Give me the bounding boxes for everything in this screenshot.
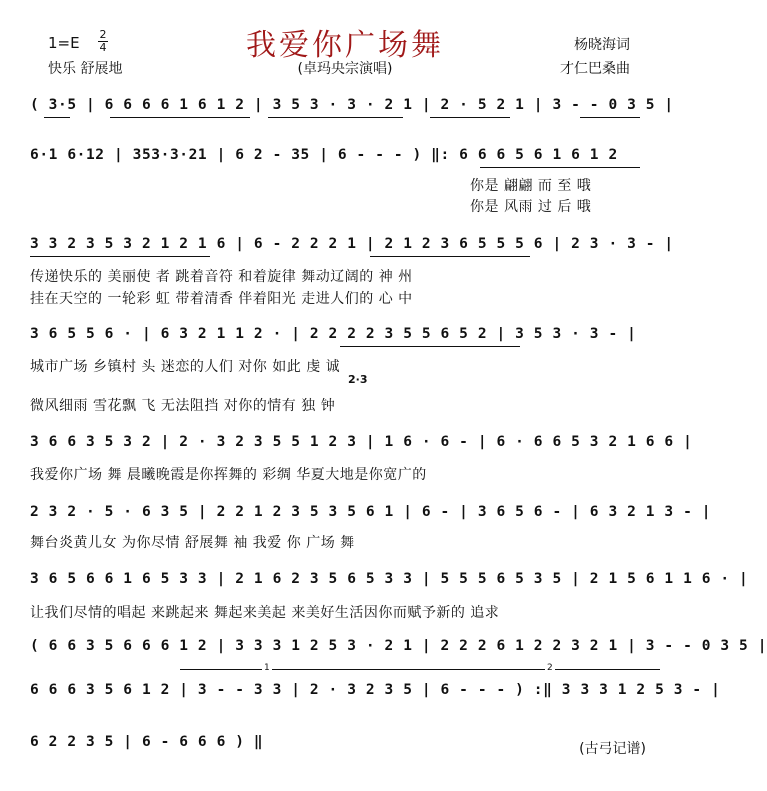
- beam-line: [110, 117, 250, 118]
- beam-line: [30, 256, 210, 257]
- score-row-4: 3 6 5 5 6 · | 6 3 2 1 1 2 · | 2 2 2 2 3 5 5 6 5 2 | 3 5 3 · 3 - |: [30, 326, 637, 342]
- lyric-line-6: 舞台炎黄儿女 为你尽情 舒展舞 袖 我爱 你 广场 舞: [30, 535, 355, 551]
- score-row-3: 3 3 2 3 5 3 2 1 2 1 6 | 6 - 2 2 2 1 | 2 1 2 3 6 5 5 5 6 | 2 3 · 3 - |: [30, 236, 674, 252]
- variant-notes: 2·3: [348, 373, 368, 386]
- key-signature: 1=E: [48, 34, 80, 52]
- volta-1-label: 1: [264, 663, 270, 673]
- volta-1-bracket: [180, 669, 520, 670]
- beam-line: [480, 167, 640, 168]
- time-signature: [98, 30, 108, 53]
- composer-credit: 才仁巴桑曲: [560, 61, 630, 77]
- score-row-10: 6 2 2 3 5 | 6 - 6 6 6 ) ‖: [30, 734, 264, 750]
- song-title: 我爱你广场舞: [246, 28, 444, 63]
- lyric-verse1-line2: 传递快乐的 美丽使 者 跳着音符 和着旋律 舞动辽阔的 神 州: [30, 269, 413, 285]
- beam-line: [268, 117, 403, 118]
- meter-top: 2: [99, 28, 107, 41]
- score-row-8: ( 6 6 3 5 6 6 6 1 2 | 3 3 3 1 2 5 3 · 2 1 | 2 2 2 6 1 2 2 3 2 1 | 3 - - 0 3 5 |: [30, 638, 767, 654]
- lyricist-credit: 杨晓海词: [574, 37, 630, 53]
- volta-2-bracket: [520, 669, 660, 670]
- tempo-marking: 快乐 舒展地: [48, 61, 123, 77]
- lyric-verse2-line1: 你是 风雨 过 后 哦: [470, 199, 592, 215]
- singer-credit: (卓玛央宗演唱): [297, 61, 393, 77]
- lyric-line-7: 让我们尽情的唱起 来跳起来 舞起来美起 来美好生活因你而赋予新的 追求: [30, 605, 500, 621]
- volta-2-label: 2: [547, 663, 553, 673]
- score-row-1: ( 3·5 | 6 6 6 6 1 6 1 2 | 3 5 3 · 3 · 2 1 | 2 · 5 2 1 | 3 - - 0 3 5 |: [30, 97, 674, 113]
- lyric-line-5: 我爱你广场 舞 晨曦晚霞是你挥舞的 彩绸 华夏大地是你宽广的: [30, 467, 427, 483]
- score-row-7: 3 6 5 6 6 1 6 5 3 3 | 2 1 6 2 3 5 6 5 3 3 | 5 5 5 6 5 3 5 | 2 1 5 6 1 1 6 · |: [30, 571, 749, 587]
- lyric-verse1-line1: 你是 翩翩 而 至 哦: [470, 178, 592, 194]
- lyric-verse1-line3: 城市广场 乡镇村 头 迷恋的人们 对你 如此 虔 诚: [30, 359, 341, 375]
- score-row-2: 6·1 6·12 | 353·3·21 | 6 2 - 35 | 6 - - - ) ‖: 6 6 6 5 6 1 6 1 2: [30, 147, 618, 163]
- beam-line: [430, 117, 510, 118]
- meter-bottom: 4: [99, 41, 107, 54]
- transcriber-note: (古弓记谱): [579, 741, 646, 757]
- score-row-9: 6 6 6 3 5 6 1 2 | 3 - - 3 3 | 2 · 3 2 3 5 | 6 - - - ) :‖ 3 3 3 1 2 5 3 - |: [30, 682, 721, 698]
- lyric-verse2-line3: 微风细雨 雪花飘 飞 无法阻挡 对你的情有 独 钟: [30, 398, 336, 414]
- beam-line: [370, 256, 530, 257]
- beam-line: [580, 117, 640, 118]
- beam-line: [44, 117, 70, 118]
- score-row-5: 3 6 6 3 5 3 2 | 2 · 3 2 3 5 5 1 2 3 | 1 6 · 6 - | 6 · 6 6 5 3 2 1 6 6 |: [30, 434, 693, 450]
- score-row-6: 2 3 2 · 5 · 6 3 5 | 2 2 1 2 3 5 3 5 6 1 | 6 - | 3 6 5 6 - | 6 3 2 1 3 - |: [30, 504, 712, 520]
- beam-line: [340, 346, 520, 347]
- lyric-verse2-line2: 挂在天空的 一轮彩 虹 带着清香 伴着阳光 走进人们的 心 中: [30, 291, 413, 307]
